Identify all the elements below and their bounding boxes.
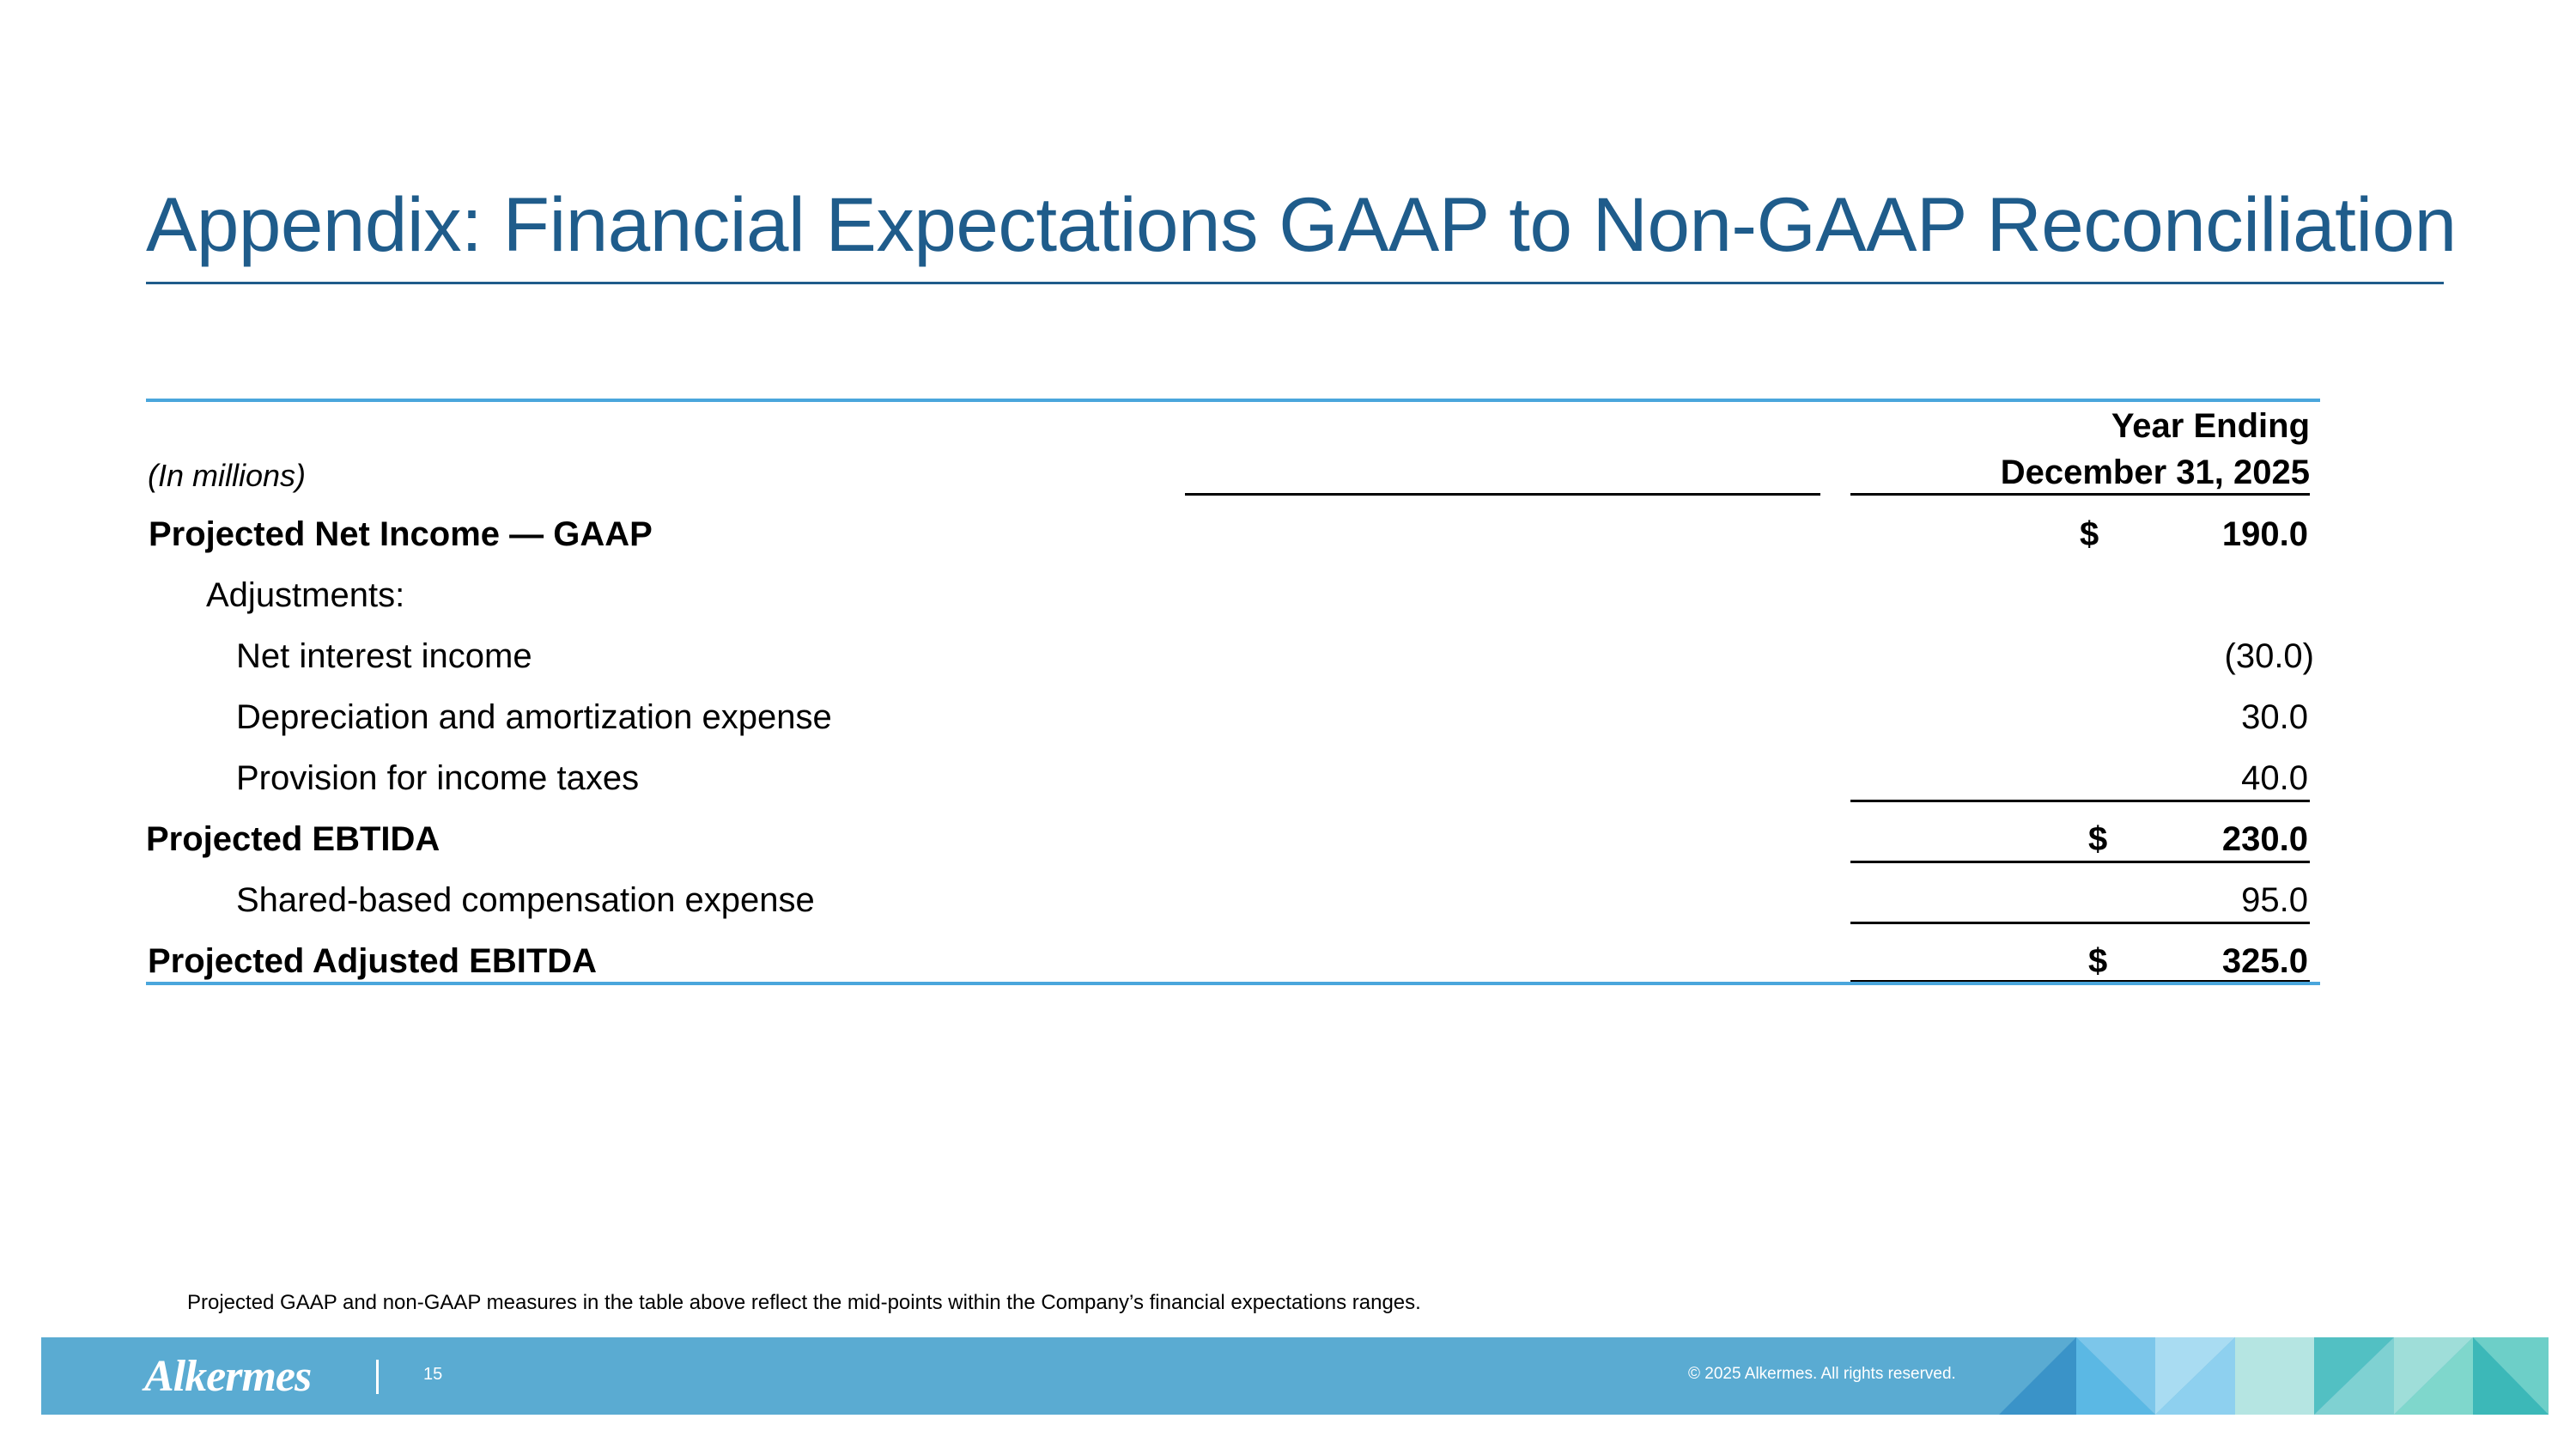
table-row — [0, 759, 2576, 819]
units-label: (In millions) — [148, 458, 307, 493]
row-label: Depreciation and amortization expense — [236, 698, 832, 736]
title-underline — [146, 282, 2444, 284]
copyright-text: © 2025 Alkermes. All rights reserved. — [1688, 1365, 1956, 1383]
table-row — [0, 698, 2576, 758]
row-value: 95.0 — [2241, 881, 2308, 919]
header-underline-middle — [1185, 493, 1820, 496]
header-underline-value — [1850, 493, 2310, 496]
page-title: Appendix: Financial Expectations GAAP to Non-GAAP Reconciliation — [146, 181, 2457, 267]
table-bottom-rule — [146, 982, 2320, 985]
column-header-date: December 31, 2025 — [2000, 454, 2310, 491]
row-label: Shared-based compensation expense — [236, 881, 815, 919]
footnote: Projected GAAP and non-GAAP measures in the table above reflect the mid-points within the Company’s financial expectations ranges. — [187, 1291, 1421, 1314]
footer-divider — [376, 1360, 379, 1394]
row-label: Projected Net Income — GAAP — [149, 515, 653, 553]
page-number: 15 — [423, 1365, 443, 1384]
row-value: 230.0 — [2221, 820, 2308, 858]
table-row — [0, 576, 2576, 636]
currency-symbol: $ — [2088, 942, 2108, 980]
column-header-year-ending: Year Ending — [2111, 407, 2310, 445]
total-rule — [1850, 861, 2310, 863]
row-value: 190.0 — [2221, 515, 2308, 553]
row-label: Provision for income taxes — [236, 759, 640, 797]
row-value: 325.0 — [2221, 942, 2308, 980]
row-label: Adjustments: — [206, 576, 405, 614]
table-row — [0, 515, 2576, 575]
table-row — [0, 820, 2576, 880]
currency-symbol: $ — [2080, 515, 2099, 553]
table-row — [0, 637, 2576, 697]
row-label: Net interest income — [236, 637, 532, 675]
table-row — [0, 942, 2576, 1002]
currency-symbol: $ — [2088, 820, 2108, 858]
row-value: 40.0 — [2241, 759, 2308, 797]
table-top-rule — [146, 399, 2320, 402]
row-value: (30.0) — [2224, 637, 2314, 675]
row-value: 30.0 — [2241, 698, 2308, 736]
company-logo: Alkermes — [144, 1352, 312, 1401]
decorative-triangles — [1999, 1337, 2549, 1415]
footer-bar — [41, 1337, 2549, 1415]
row-label: Projected EBTIDA — [146, 820, 440, 858]
row-label: Projected Adjusted EBITDA — [148, 942, 598, 980]
table-row — [0, 881, 2576, 941]
subtotal-rule — [1850, 922, 2310, 924]
subtotal-rule — [1850, 800, 2310, 802]
